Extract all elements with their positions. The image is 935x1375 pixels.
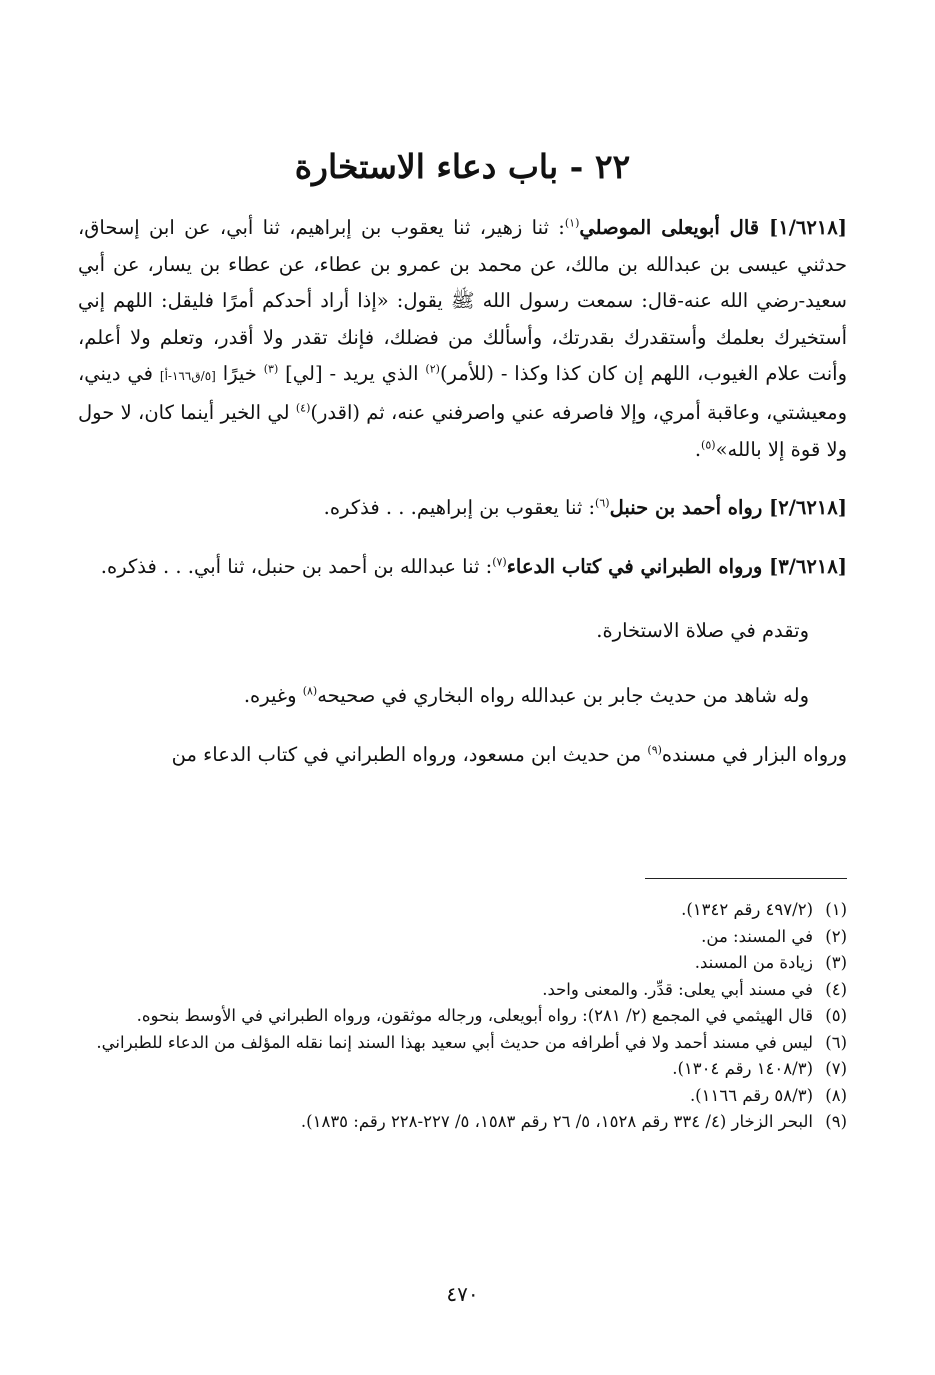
manuscript-ref: [٥/ق١٦٦-أ] — [159, 369, 216, 384]
footnote-ref-9: (٩) — [647, 743, 662, 757]
footnote-text: البحر الزخار (٤/ ٣٣٤ رقم ١٥٢٨، ٥/ ٢٦ رقم ١٥٨٣، ٥/ ٢٢٧-٢٢٨ رقم: ١٨٣٥). — [300, 1112, 813, 1131]
footnote-number: (٢) — [825, 926, 847, 946]
footnote-text: (١٤٠٨/٣ رقم ١٣٠٤). — [672, 1059, 813, 1078]
page-number: ٤٧٠ — [446, 1282, 479, 1306]
footnote — [78, 1056, 847, 1083]
hadith-3 — [78, 549, 847, 586]
paragraph-bazzar-text-b: من حديث ابن مسعود، ورواه الطبراني في كتاب الدعاء من — [171, 742, 648, 766]
hadith-1-text-f: . — [694, 437, 702, 461]
hadith-2-lead: [٢/٦٢١٨] رواه أحمد بن حنبل — [609, 496, 847, 520]
footnote — [78, 1109, 847, 1136]
hadith-2-text: : ثنا يعقوب بن إبراهيم. . . فذكره. — [323, 496, 596, 520]
footnote — [78, 1030, 847, 1057]
footnote-text: ليس في مسند أحمد ولا في أطرافه من حديث أبي سعيد بهذا السند إنما نقله المؤلف من الدعاء للطبراني. — [96, 1032, 813, 1052]
footnotes — [78, 897, 847, 1136]
footnote — [78, 897, 847, 924]
footnote-separator — [645, 878, 847, 879]
footnote-number: (٥) — [825, 1006, 847, 1025]
paragraph-witness-text-b: وغيره. — [243, 683, 303, 707]
footnote — [78, 977, 847, 1004]
hadith-1-text-c: خيرًا — [215, 362, 264, 386]
footnote-number: (٨) — [825, 1085, 847, 1105]
footnote-ref-6: (٦) — [595, 496, 610, 510]
hadith-2 — [78, 490, 847, 527]
footnote-ref-4: (٤) — [295, 401, 311, 415]
paragraph-bazzar — [78, 737, 847, 774]
hadith-1-text-a: : ثنا زهير، ثنا يعقوب بن إبراهيم، ثنا أبي، عن ابن إسحاق، حدثني عيسى بن عبدالله بن مالك، عن محمد بن عمرو بن عطاء، عن عطاء بن يسار، عن أبي سعيد-رضي الله عنه-قال: سمعت رسول الله ﷺ يقول: «إذا أراد أحدكم أمرًا فليقل: اللهم إني أستخيرك بعلمك وأستقدرك بقدرتك، وأسألك من فضلك، فإنك تقدر ولا أقدر، وتعلم ولا أعلم، وأنت علام الغيوب، اللهم إن كان كذا وكذا - (للأمر) — [78, 216, 848, 386]
footnote-ref-5: (٥) — [701, 438, 716, 452]
hadith-1-lead: [١/٦٢١٨] قال أبويعلى الموصلي — [579, 216, 847, 239]
footnote-text: زيادة من المسند. — [694, 953, 813, 972]
footnote-text: في المسند: من. — [701, 926, 813, 946]
footnote-text: (٤٩٧/٢ رقم ١٣٤٢). — [681, 900, 813, 919]
chapter-title: ٢٢ - باب دعاء الاستخارة — [294, 147, 631, 186]
paragraph-earlier-mention: وتقدم في صلاة الاستخارة. — [596, 619, 809, 643]
paragraph-witness — [78, 678, 847, 715]
footnote-text: (٥٨/٣ رقم ١١٦٦). — [689, 1085, 813, 1105]
hadith-1-text-b: الذي يريد - [لي] — [278, 362, 426, 386]
footnote — [78, 950, 847, 977]
footnote-number: (٩) — [825, 1112, 847, 1131]
footnote-ref-2: (٢) — [425, 362, 440, 376]
footnote — [78, 1003, 847, 1030]
footnote-ref-1: (١) — [564, 216, 580, 230]
hadith-3-text: : ثنا عبدالله بن أحمد بن حنبل، ثنا أبي. . . فذكره. — [100, 554, 493, 578]
footnote-number: (٣) — [825, 953, 847, 972]
footnote-ref-7: (٧) — [492, 555, 507, 569]
footnote-text: في مسند أبي يعلى: قدِّر. والمعنى واحد. — [542, 979, 813, 999]
hadith-3-lead: [٣/٦٢١٨] ورواه الطبراني في كتاب الدعاء — [506, 554, 847, 578]
hadith-1 — [78, 210, 847, 468]
footnote-number: (٤) — [825, 979, 847, 999]
footnote-number: (٦) — [825, 1032, 847, 1052]
paragraph-witness-text-a: وله شاهد من حديث جابر بن عبدالله رواه البخاري في صحيحه — [317, 683, 809, 707]
footnote-number: (٧) — [825, 1059, 847, 1078]
footnote-ref-3: (٣) — [263, 362, 279, 376]
hadith-1-text-d: في ديني، ومعيشتي، وعاقبة أمري، وإلا فاصرفه عني واصرفني عنه، ثم (اقدر) — [78, 362, 847, 424]
footnote — [78, 1083, 847, 1110]
main-text — [78, 210, 847, 773]
footnote-text: قال الهيثمي في المجمع (٢/ ٢٨١): رواه أبويعلى، ورجاله موثقون، ورواه الطبراني في الأوسط بنحوه. — [136, 1006, 813, 1025]
footnote — [78, 924, 847, 951]
hadith-1-text-e: لي الخير أينما كان، لا حول ولا قوة إلا بالله» — [78, 400, 847, 461]
footnote-ref-8: (٨) — [302, 684, 318, 698]
footnote-number: (١) — [825, 900, 847, 919]
paragraph-bazzar-text-a: ورواه البزار في مسنده — [661, 742, 847, 766]
